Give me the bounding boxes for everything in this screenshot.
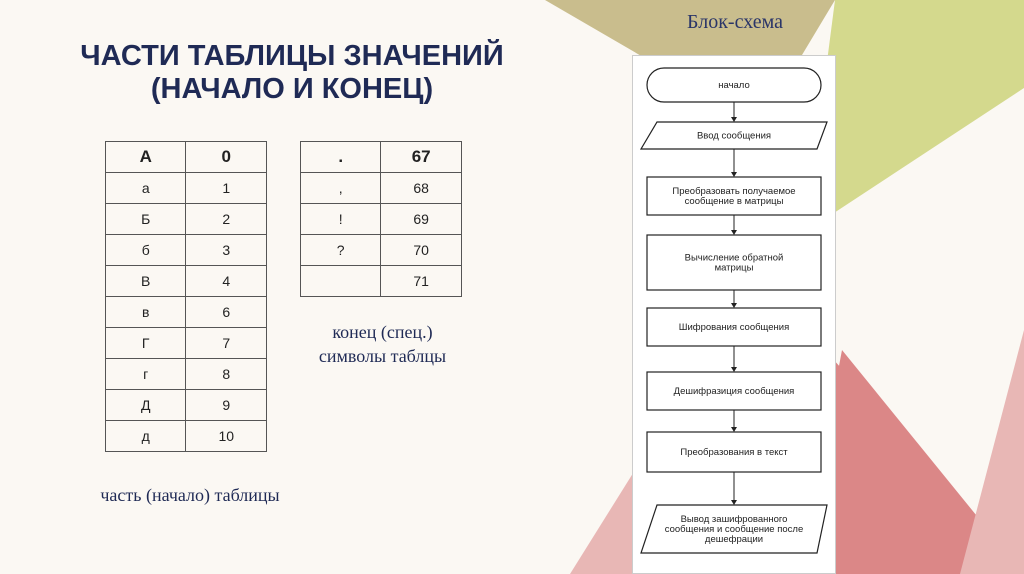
caption-start: часть (начало) таблицы — [100, 485, 280, 505]
table-start-row — [106, 297, 267, 328]
title-line-2: (НАЧАЛО И КОНЕЦ) — [150, 73, 434, 105]
table-end-value-cell: 67 — [381, 142, 462, 173]
table-start-row — [106, 204, 267, 235]
table-start-value-cell: 2 — [186, 204, 267, 235]
table-start-value-cell: 3 — [186, 235, 267, 266]
table-end-char-cell: , — [301, 173, 381, 204]
table-start-value-cell: 9 — [186, 390, 267, 421]
table-end-char-cell — [301, 266, 381, 297]
table-start-row — [106, 266, 267, 297]
caption-end — [300, 320, 465, 368]
flowchart-step-label: Вычисление обратной — [684, 252, 784, 264]
table-start-value-cell: 4 — [186, 266, 267, 297]
table-start-value-cell: 6 — [186, 297, 267, 328]
caption-end-line-2: символы таблцы — [318, 346, 447, 366]
flowchart-step-label: дешефрации — [704, 534, 764, 545]
table-start-value-cell: 8 — [186, 359, 267, 390]
table-start-char-cell: Д — [106, 390, 186, 421]
table-start-value-cell: 1 — [186, 173, 267, 204]
table-end-value-cell: 71 — [381, 266, 462, 297]
caption-end-line-1: конец (спец.) — [332, 322, 433, 342]
table-start-char-cell: а — [106, 173, 186, 204]
table-start-char-cell: б — [106, 235, 186, 266]
flowchart-title: Блок-схема — [687, 11, 783, 33]
table-start-row — [106, 328, 267, 359]
green-triangle — [805, 0, 1024, 232]
table-end-row — [301, 142, 462, 173]
table-end-row — [301, 266, 462, 297]
table-start-row — [106, 359, 267, 390]
table-end-row — [301, 235, 462, 266]
table-start-char-cell: г — [106, 359, 186, 390]
page-title — [62, 40, 522, 106]
flowchart-step-label: сообщение в матрицы — [684, 196, 784, 207]
flowchart-step-label: Преобразовать получаемое — [672, 186, 796, 197]
table-end-row — [301, 204, 462, 235]
flowchart-step-label: Вывод зашифрованного — [680, 514, 788, 525]
table-start-char-cell: д — [106, 421, 186, 452]
table-start-char-cell: В — [106, 266, 186, 297]
flowchart-step-label: матрицы — [714, 262, 754, 274]
table-end-row — [301, 173, 462, 204]
table-end-value-cell: 68 — [381, 173, 462, 204]
table-start-row — [106, 390, 267, 421]
flowchart-step-label: Преобразования в текст — [680, 447, 788, 458]
table-start-row — [106, 173, 267, 204]
table-end-value-cell: 69 — [381, 204, 462, 235]
table-end-char-cell: ! — [301, 204, 381, 235]
table-start-char-cell: А — [106, 142, 186, 173]
table-start-char-cell: в — [106, 297, 186, 328]
table-start-char-cell: Б — [106, 204, 186, 235]
table-start — [105, 141, 267, 452]
flowchart-step-label: Ввод сообщения — [696, 130, 772, 142]
table-start-row — [106, 142, 267, 173]
table-start-value-cell: 0 — [186, 142, 267, 173]
table-start-value-cell: 10 — [186, 421, 267, 452]
flowchart-step-label: Дешифразиция сообщения — [673, 386, 795, 397]
flowchart — [632, 55, 836, 574]
table-end — [300, 141, 462, 297]
table-end-char-cell: . — [301, 142, 381, 173]
flowchart-step-label: Шифрования сообщения — [678, 322, 790, 333]
title-line-1: ЧАСТИ ТАБЛИЦЫ ЗНАЧЕНИЙ — [80, 40, 504, 72]
table-start-row — [106, 421, 267, 452]
flowchart-step-label: начало — [718, 80, 750, 91]
flowchart-step-label: сообщения и сообщение после — [664, 524, 804, 535]
table-start-value-cell: 7 — [186, 328, 267, 359]
table-start-char-cell: Г — [106, 328, 186, 359]
table-start-row — [106, 235, 267, 266]
table-end-char-cell: ? — [301, 235, 381, 266]
table-end-value-cell: 70 — [381, 235, 462, 266]
